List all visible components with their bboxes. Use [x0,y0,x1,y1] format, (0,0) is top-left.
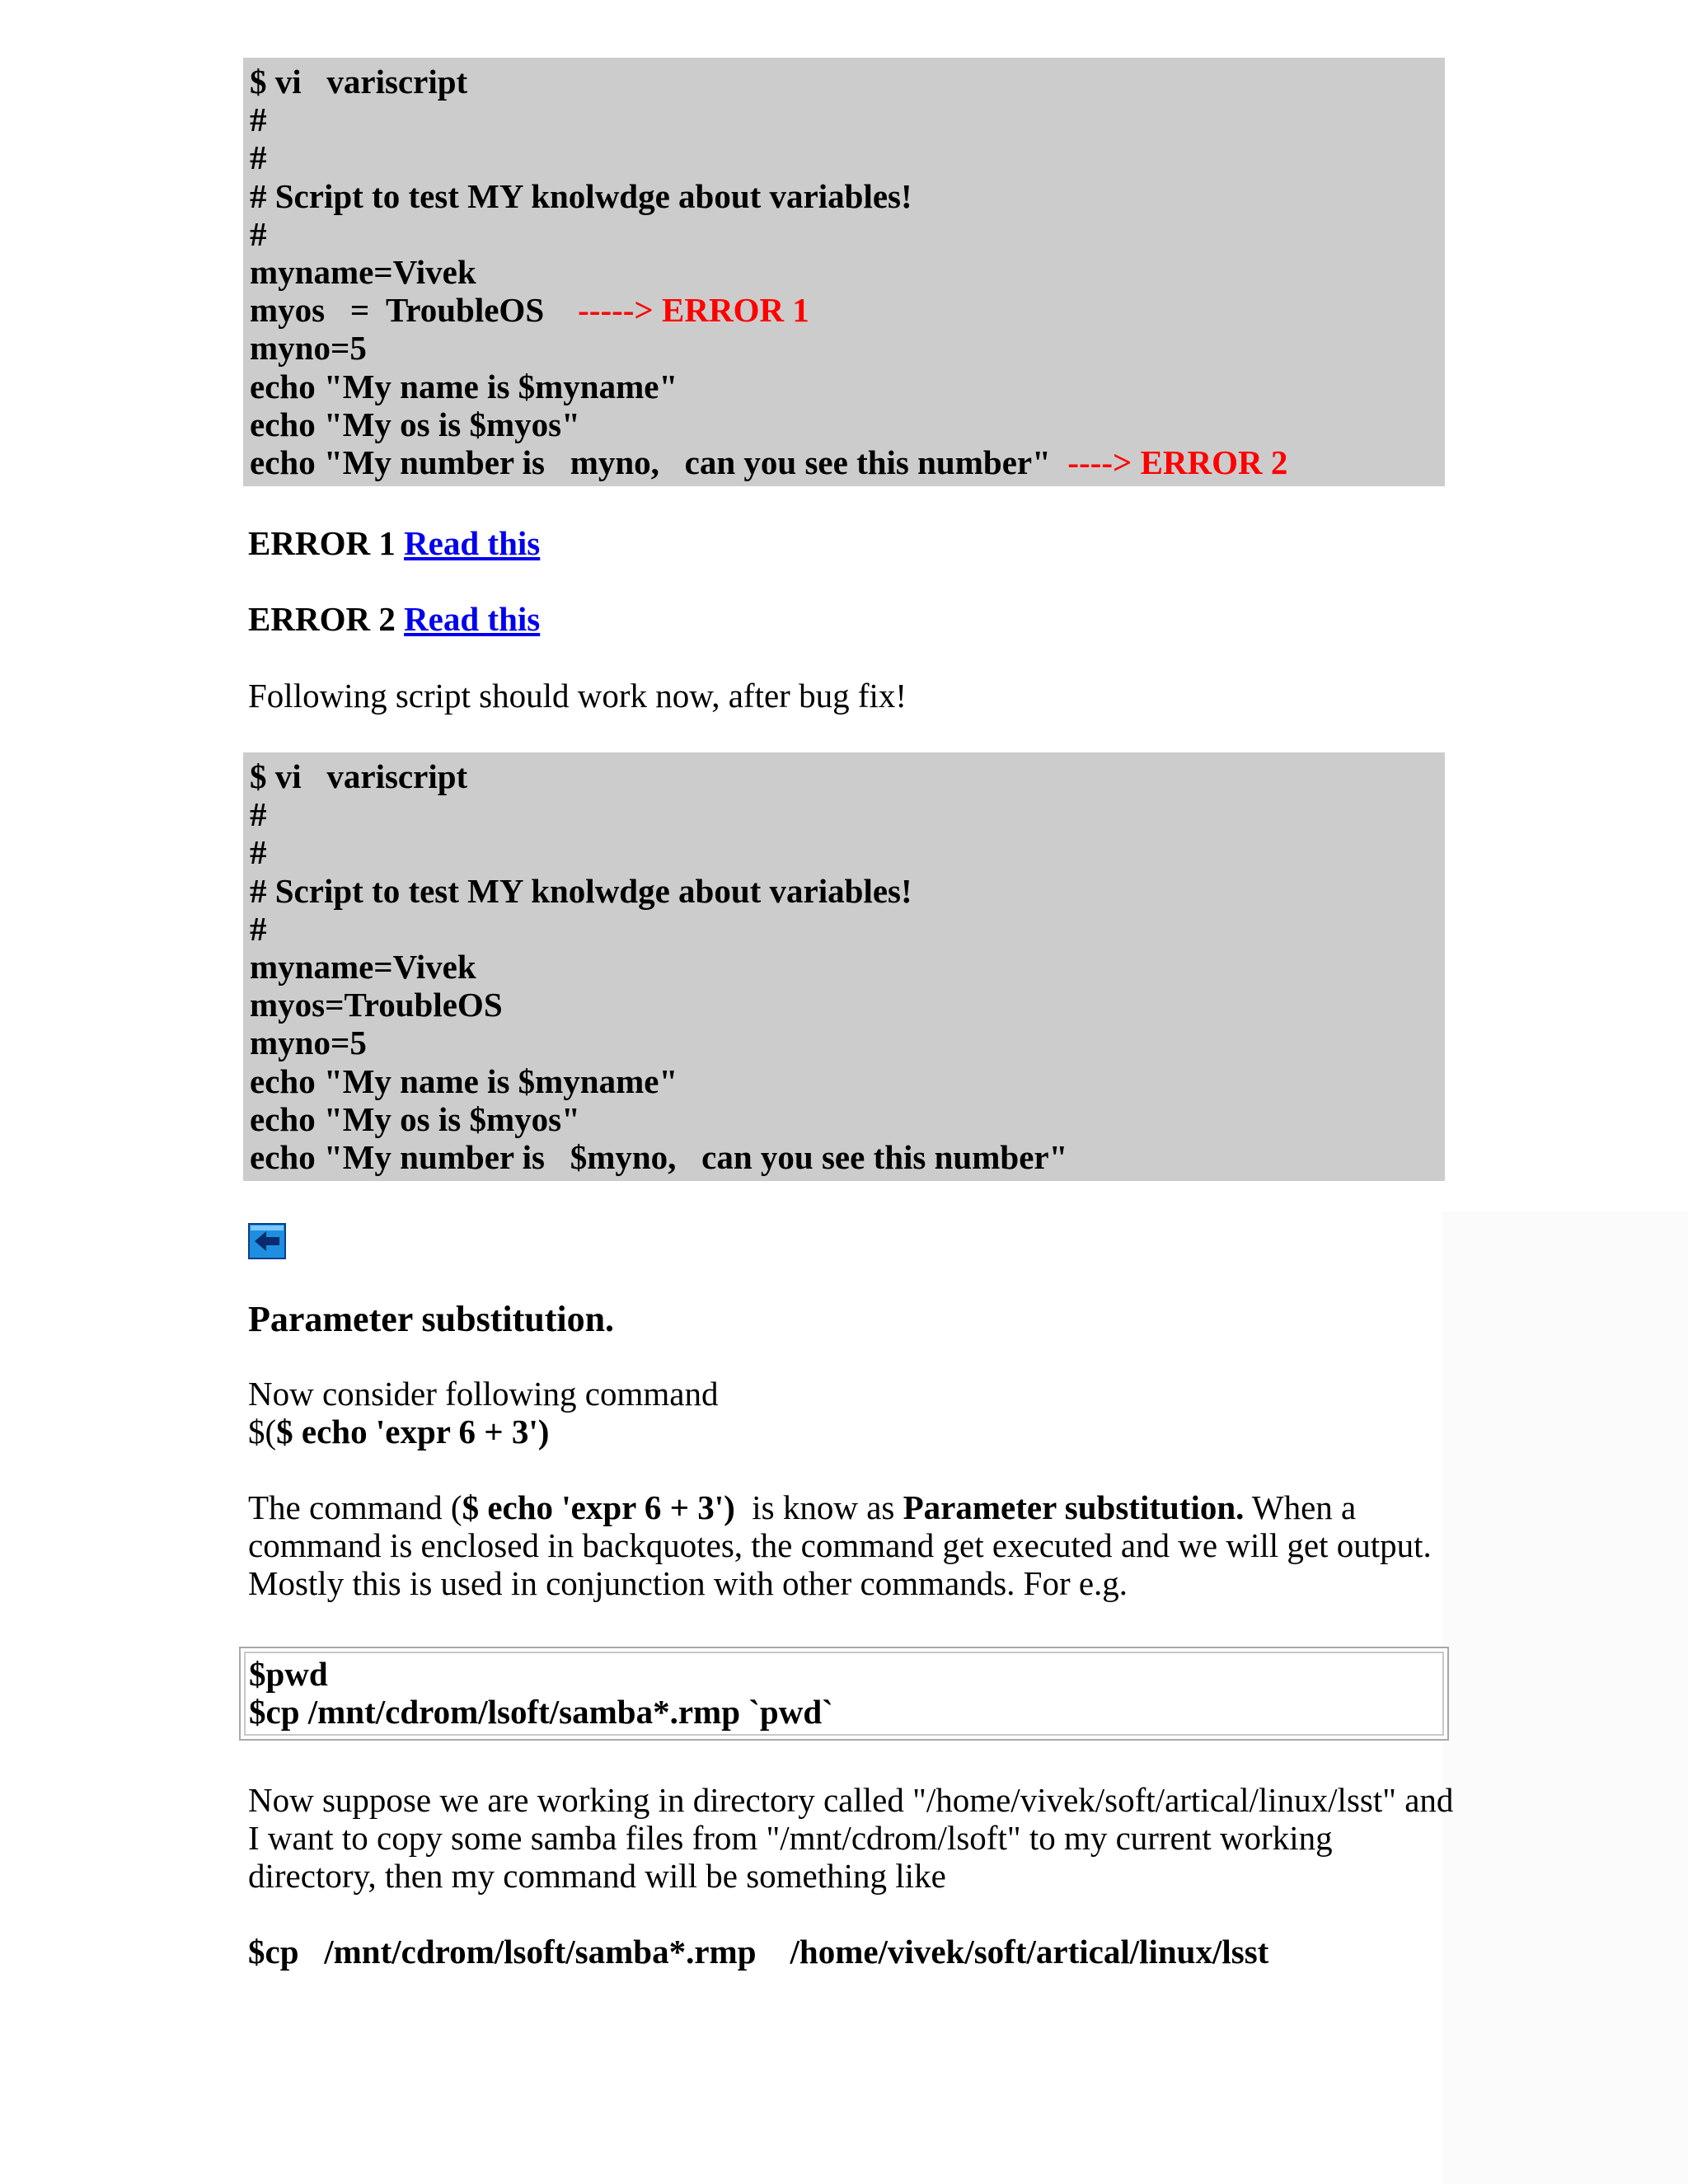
consider-text: Now consider following command [248,1375,719,1413]
example-command-box [239,1647,1449,1741]
code-line: echo "My number is $myno, can you see this number" [250,1137,1068,1176]
code-line: echo "My os is $myos" [250,1099,580,1138]
paragraph-2-line-2: I want to copy some samba files from "/mnt/cdrom/lsoft" to my current working [248,1819,1333,1857]
code-line: # Script to test MY knolwdge about variables! [250,871,912,910]
example-line: $pwd [249,1655,328,1693]
code-line-error1 [250,291,1445,329]
error2-read-link[interactable]: Read this [404,600,541,638]
script-block-buggy [243,58,1445,486]
paragraph-2-line-3: directory, then my command will be something like [248,1857,946,1895]
error1-label: ERROR 1 [248,524,405,562]
consider-command [248,1413,549,1451]
code-line: # [250,101,267,139]
paragraph-2-line-1: Now suppose we are working in directory called "/home/vivek/soft/artical/linux/lsst" and [248,1781,1454,1819]
code-line: echo "My name is $myname" [250,367,678,405]
example-line: $cp /mnt/cdrom/lsoft/samba*.rmp `pwd` [249,1693,833,1731]
error2-label: ERROR 2 [248,600,405,638]
section-heading: Parameter substitution. [248,1299,615,1339]
error2-marker: ----> ERROR 2 [1067,443,1288,481]
error2-reference [248,600,540,638]
error1-marker: -----> ERROR 1 [578,291,809,330]
paragraph-1-line-3: Mostly this is used in conjunction with other commands. For e.g. [248,1564,1128,1602]
command-bold: $ echo 'expr 6 + 3') [276,1413,550,1451]
code-line: echo "My name is $myname" [250,1062,678,1100]
code-line: myno=5 [250,329,367,368]
code-line: echo "My os is $myos" [250,405,580,443]
code-line: # Script to test MY knolwdge about variables! [250,176,912,215]
para-command: $ echo 'expr 6 + 3') [462,1488,735,1526]
error1-reference [248,524,540,562]
code-line: $ vi variscript [250,757,468,795]
code-line: myos=TroubleOS [250,986,503,1024]
code-line: # [250,909,267,948]
para-text: The command ( [248,1488,462,1526]
para-term: Parameter substitution. [903,1488,1245,1526]
code-line: # [250,833,267,872]
code-text: myos = TroubleOS [250,291,579,330]
code-line: $ vi variscript [250,63,468,101]
script-block-fixed [243,752,1445,1181]
code-line: # [250,138,267,177]
back-arrow-icon[interactable] [248,1223,286,1259]
paragraph-1-line-1 [248,1488,1356,1526]
code-line: # [250,214,267,253]
after-fix-text: Following script should work now, after bug fix! [248,677,907,715]
command-prefix: $( [248,1413,277,1451]
code-line: myno=5 [250,1024,367,1062]
code-line: myname=Vivek [250,252,476,291]
code-text: echo "My number is myno, can you see this number" [250,443,1068,481]
background-panel [1442,1212,1688,2184]
final-command: $cp /mnt/cdrom/lsoft/samba*.rmp /home/vivek/soft/artical/linux/lsst [248,1933,1269,1971]
code-line: myname=Vivek [250,947,476,986]
para-text: When a [1244,1488,1357,1526]
code-line-error2 [250,443,1445,481]
error1-read-link[interactable]: Read this [404,524,541,562]
paragraph-1-line-2: command is enclosed in backquotes, the command get executed and we will get output. [248,1526,1432,1564]
para-text: is know as [734,1488,903,1526]
code-line: # [250,795,267,834]
